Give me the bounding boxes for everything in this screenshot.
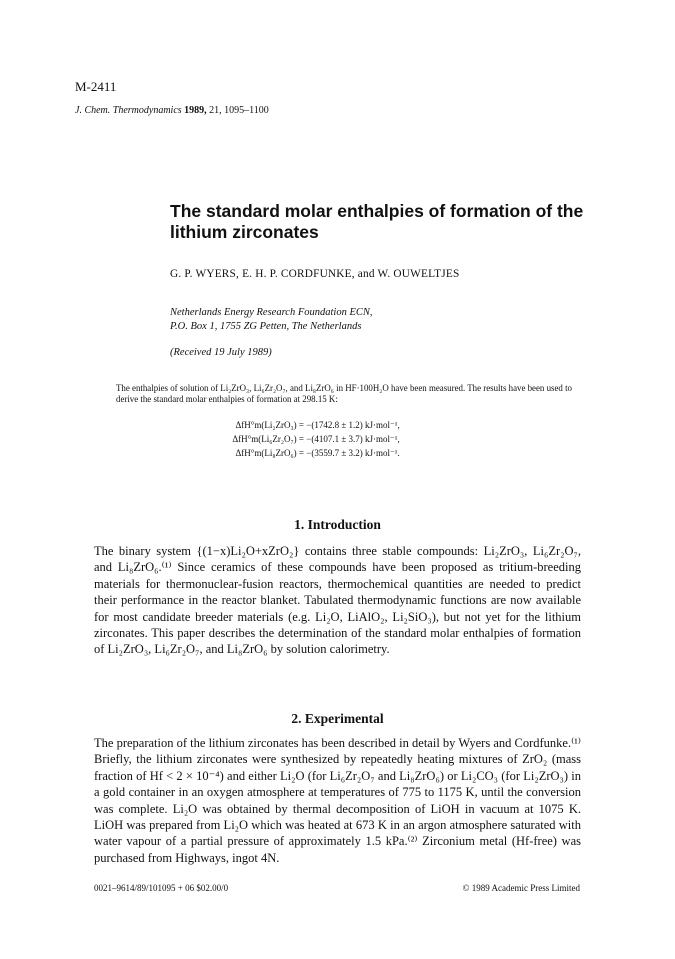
affiliation-line: P.O. Box 1, 1755 ZG Petten, The Netherlands [170,320,362,332]
equation-lhs: ΔfH°m(Li₆Zr₂O₇) = [232,434,304,444]
equation-rhs: −(1742.8 ± 1.2) kJ·mol⁻¹, [306,420,400,430]
manuscript-code: M-2411 [75,79,117,94]
equation [200,418,400,432]
equation [200,446,400,460]
section-heading-introduction: 1. Introduction [294,517,381,532]
affiliation [170,306,490,333]
introduction-paragraph: The binary system {(1−x)Li₂O+xZrO₂} contains three stable compounds: Li₂ZrO₃, Li₆Zr₂O₇, and Li₈ZrO₆.⁽¹⁾ Since ceramics of these compounds have been proposed as tritium-breeding materials for thermonuclear-fusion reactors, thermochemical quantities are needed to predict their performance in the reactor blanket. Tabulated thermodynamic functions are now available for most candidate breeder materials (e.g. Li₂O, LiAlO₂, Li₂SiO₃), but not yet for the lithium zirconates. This paper describes the determination of the standard molar enthalpies of formation of Li₂ZrO₃, Li₆Zr₂O₇, and Li₈ZrO₆ by solution calorimetry. [94,544,581,657]
journal-citation [75,105,269,116]
equation-block [200,418,400,460]
received-date: (Received 19 July 1989) [170,347,272,358]
experimental-paragraph: The preparation of the lithium zirconates has been described in detail by Wyers and Cordfunke.⁽¹⁾ Briefly, the lithium zirconates were synthesized by repeatedly heating mixtures of ZrO₂ (mass fraction of Hf < 2 × 10⁻⁴) and either Li₂O (for Li₆Zr₂O₇ and Li₈ZrO₆) or Li₂CO₃ (for Li₂ZrO₃) in a gold container in an oxygen atmosphere at temperatures of 775 to 1175 K, until the conversion was complete. Li₂O was obtained by thermal decomposition of LiOH in vacuum at 1075 K. LiOH was prepared from Li₂O which was heated at 673 K in an argon atmosphere saturated with water vapour of a partial pressure of approximately 1.5 kPa.⁽²⁾ Zirconium metal (Hf-free) was purchased from Highways, ingot 4N. [94,736,581,865]
journal-name: J. Chem. Thermodynamics [75,105,182,116]
footer-copyright: © 1989 Academic Press Limited [462,883,580,893]
affiliation-line: Netherlands Energy Research Foundation ECN, [170,307,373,318]
journal-volume-pages: 21, 1095–1100 [209,105,269,116]
section-heading-experimental: 2. Experimental [291,711,384,726]
paper-title: The standard molar enthalpies of formation of the lithium zirconates [170,201,584,242]
equation-lhs: ΔfH°m(Li₈ZrO₆) = [235,448,304,458]
equation-rhs: −(3559.7 ± 3.2) kJ·mol⁻¹. [306,448,400,458]
footer-identifier: 0021–9614/89/101095 + 06 $02.00/0 [94,883,229,893]
equation [200,432,400,446]
equation-lhs: ΔfH°m(Li₂ZrO₃) = [235,420,304,430]
abstract: The enthalpies of solution of Li₂ZrO₃, Li₆Zr₂O₇, and Li₈ZrO₆ in HF·100H₂O have been measured. The results have been used to derive the standard molar enthalpies of formation at 298.15 K: [116,383,572,405]
author-list: G. P. WYERS, E. H. P. CORDFUNKE, and W. OUWELTJES [170,268,460,280]
equation-rhs: −(4107.1 ± 3.7) kJ·mol⁻¹, [306,434,400,444]
journal-year: 1989, [184,105,207,116]
